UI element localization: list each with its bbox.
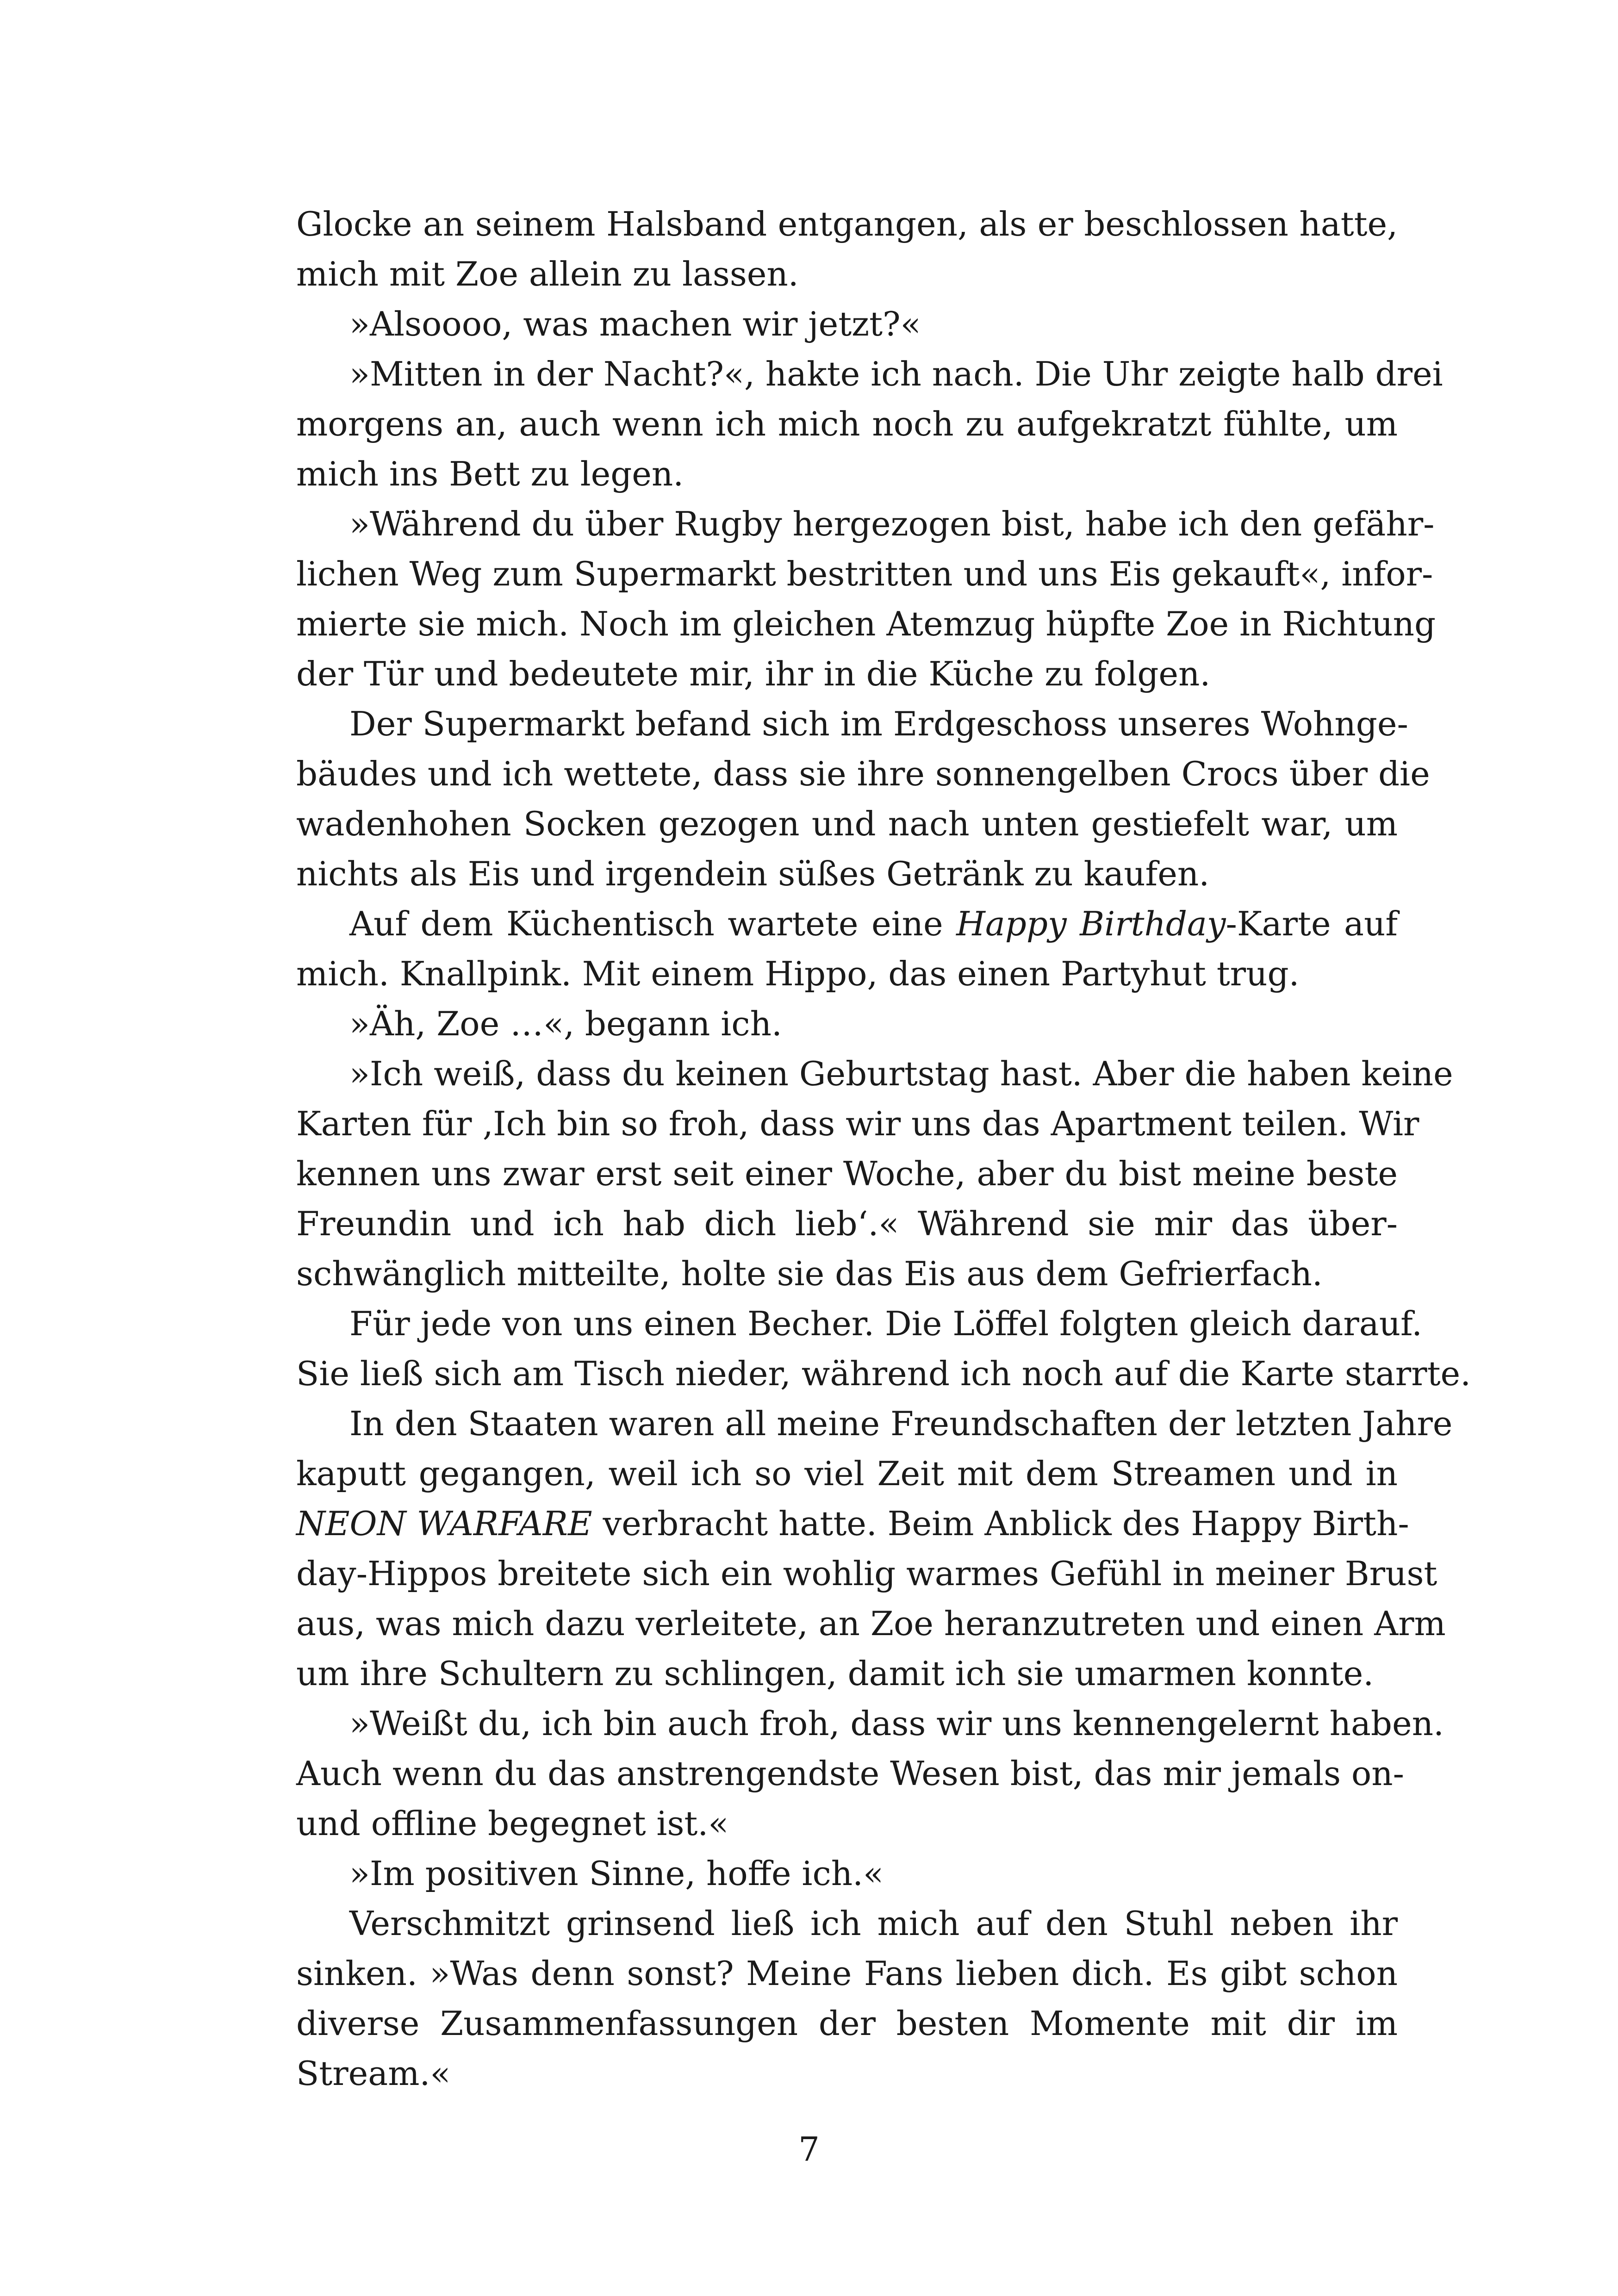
body-text [296, 199, 1471, 2098]
text-line: schwänglich mitteilte, holte sie das Eis aus dem Gefrierfach. [296, 1254, 1323, 1293]
text-line: Freundin und ich hab dich lieb‘.« Während sie mir das über- [296, 1204, 1398, 1243]
text-line: sinken. »Was denn sonst? Meine Fans lieben dich. Es gibt schon [296, 1954, 1398, 1993]
text-line: »Weißt du, ich bin auch froh, dass wir uns kennengelernt haben. [349, 1704, 1444, 1743]
text-line: Der Supermarkt befand sich im Erdgeschoss unseres Wohnge- [349, 704, 1408, 743]
text-line: Glocke an seinem Halsband entgangen, als er beschlossen hatte, [296, 205, 1398, 243]
text-line: »Äh, Zoe …«, begann ich. [349, 1004, 782, 1043]
text-line: NEON WARFARE verbracht hatte. Beim Anblick des Happy Birth- [296, 1504, 1409, 1543]
text-line: Karten für ‚Ich bin so froh, dass wir uns das Apartment teilen. Wir [296, 1104, 1419, 1143]
text-line: um ihre Schultern zu schlingen, damit ich sie umarmen konnte. [296, 1654, 1374, 1693]
text-line: mich mit Zoe allein zu lassen. [296, 255, 799, 293]
text-line: Auch wenn du das anstrengendste Wesen bist, das mir jemals on- [296, 1754, 1404, 1793]
text-line: wadenhohen Socken gezogen und nach unten gestiefelt war, um [296, 804, 1398, 843]
text-line: »Während du über Rugby hergezogen bist, habe ich den gefähr- [349, 504, 1435, 543]
text-line: kaputt gegangen, weil ich so viel Zeit mit dem Streamen und in [296, 1454, 1398, 1493]
text-line: Stream.« [296, 2054, 451, 2093]
text-line: Auf dem Küchentisch wartete eine Happy Birthday-Karte auf [349, 904, 1398, 943]
text-line: mich ins Bett zu legen. [296, 454, 684, 493]
text-line: und offline begegnet ist.« [296, 1804, 729, 1843]
emphasis: Happy Birthday [956, 904, 1226, 943]
text-line: aus, was mich dazu verleitete, an Zoe heranzutreten und einen Arm [296, 1604, 1446, 1643]
text-line: »Ich weiß, dass du keinen Geburtstag hast. Aber die haben keine [349, 1054, 1453, 1093]
text-line: Für jede von uns einen Becher. Die Löffel folgten gleich darauf. [349, 1304, 1423, 1343]
text-line: diverse Zusammenfassungen der besten Momente mit dir im [296, 2004, 1398, 2043]
text-line: mierte sie mich. Noch im gleichen Atemzug hüpfte Zoe in Richtung [296, 604, 1436, 643]
page-number: 7 [798, 2130, 820, 2169]
text-line: »Alsoooo, was machen wir jetzt?« [349, 305, 921, 343]
text-line: day-Hippos breitete sich ein wohlig warmes Gefühl in meiner Brust [296, 1554, 1438, 1593]
text-line: morgens an, auch wenn ich mich noch zu aufgekratzt fühlte, um [296, 404, 1398, 443]
emphasis: NEON WARFARE [296, 1504, 592, 1543]
text-line: lichen Weg zum Supermarkt bestritten und uns Eis gekauft«, infor- [296, 554, 1433, 593]
text-line: kennen uns zwar erst seit einer Woche, aber du bist meine beste [296, 1154, 1398, 1193]
text-line: bäudes und ich wettete, dass sie ihre sonnengelben Crocs über die [296, 754, 1430, 793]
text-line: der Tür und bedeutete mir, ihr in die Küche zu folgen. [296, 654, 1211, 693]
text-line: nichts als Eis und irgendein süßes Getränk zu kaufen. [296, 854, 1210, 893]
text-line: Verschmitzt grinsend ließ ich mich auf den Stuhl neben ihr [349, 1904, 1398, 1943]
text-line: In den Staaten waren all meine Freundschaften der letzten Jahre [349, 1404, 1453, 1443]
text-line: »Im positiven Sinne, hoffe ich.« [349, 1854, 884, 1893]
text-line: mich. Knallpink. Mit einem Hippo, das einen Partyhut trug. [296, 954, 1300, 993]
text-line: Sie ließ sich am Tisch nieder, während ich noch auf die Karte starrte. [296, 1354, 1471, 1393]
text-line: »Mitten in der Nacht?«, hakte ich nach. Die Uhr zeigte halb drei [349, 355, 1443, 393]
